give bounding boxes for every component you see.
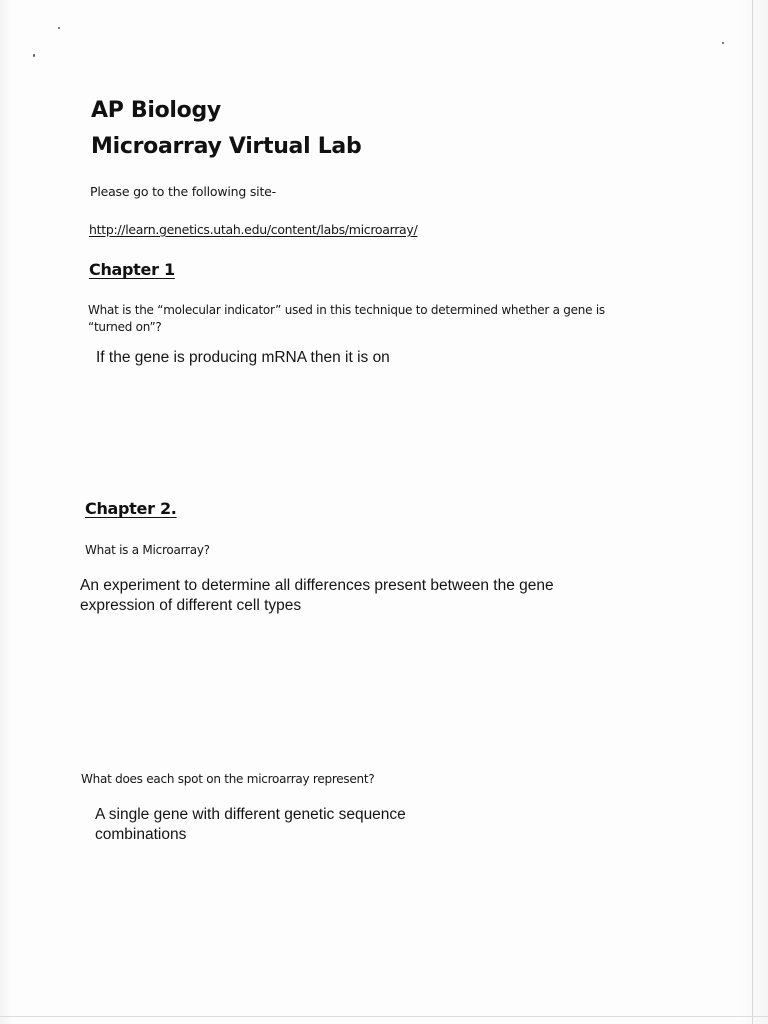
microarray-answer: An experiment to determine all differences present between the gene expression of different cell types [80, 577, 554, 614]
scan-speck [33, 54, 35, 57]
spot-question: What does each spot on the microarray represent? [81, 772, 375, 786]
spot-answer: A single gene with different genetic sequence combinations [95, 806, 406, 843]
chapter-1-answer: If the gene is producing mRNA then it is on [96, 349, 390, 366]
chapter-1-heading: Chapter 1 [89, 260, 175, 279]
lab-url-link[interactable]: http://learn.genetics.utah.edu/content/labs/microarray/ [89, 222, 418, 237]
chapter-1-question: What is the “molecular indicator” used in this technique to determined whether a gene is “turned on”? [88, 303, 605, 334]
page-edge-right [752, 0, 753, 1024]
page-edge-bottom [0, 1016, 768, 1017]
microarray-question: What is a Microarray? [85, 543, 210, 557]
instruction-text: Please go to the following site- [90, 184, 276, 199]
document-subtitle: Microarray Virtual Lab [91, 134, 362, 159]
scan-speck [58, 27, 60, 29]
scan-speck [722, 42, 724, 44]
chapter-2-heading: Chapter 2. [85, 499, 177, 518]
document-title: AP Biology [91, 98, 221, 123]
